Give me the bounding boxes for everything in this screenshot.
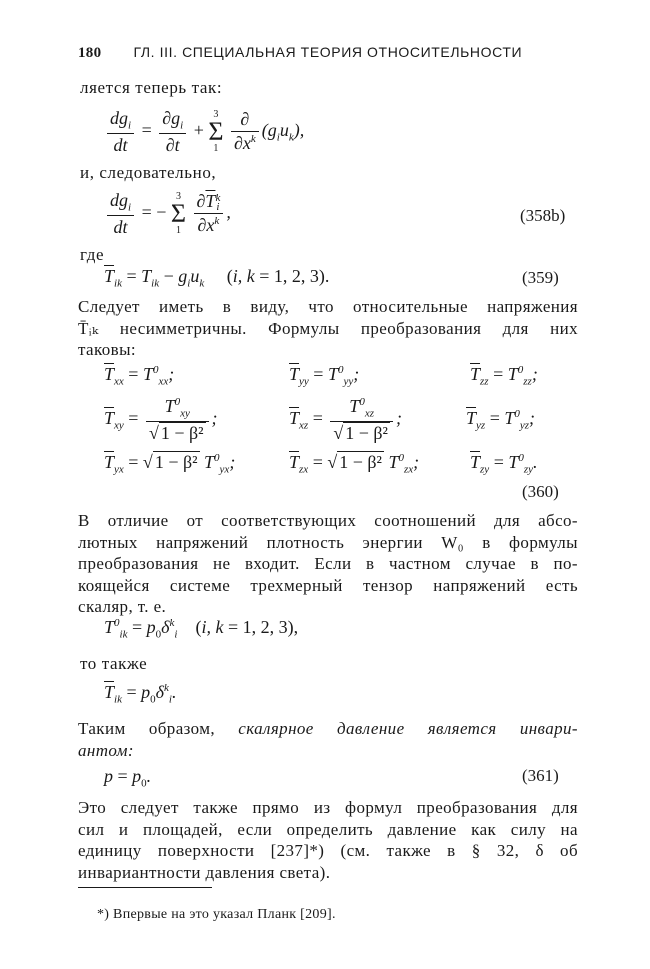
paragraph-where: где bbox=[80, 245, 105, 264]
paragraph-forces-areas bbox=[78, 797, 578, 883]
eq360-row3-col3: $\overline{T}_{zy} = T^0_{zy}$. bbox=[470, 452, 538, 476]
italic-phrase: антом: bbox=[78, 740, 134, 760]
text-line: Следует иметь в виду, что относительные напряжения bbox=[78, 297, 578, 316]
paragraph-invariant bbox=[78, 718, 578, 761]
text-line: инвариантности давления света). bbox=[78, 862, 331, 882]
eq360-row1-col2: $\overline{T}_{yy} = T^0_{yy}$; bbox=[289, 364, 360, 388]
text-line: коящейся системе трехмерный тензор напряжений есть bbox=[78, 575, 578, 595]
text-line: Это следует также прямо из формул преобразования для bbox=[78, 798, 578, 817]
equation-number-361: (361) bbox=[522, 766, 559, 785]
text-line: скаляр, т. е. bbox=[78, 597, 167, 617]
equation-number-359: (359) bbox=[522, 268, 559, 287]
eq360-row2-col3: $\overline{T}_{yz} = T^0_{yz}$; bbox=[466, 408, 536, 432]
paragraph-also: то также bbox=[80, 654, 148, 673]
equation-rest-tensor: $T^0_{ik} = p_0\delta^k_i$ (i, k = 1, 2, 3), bbox=[104, 617, 299, 641]
equation-number-360: (360) bbox=[522, 482, 559, 501]
paragraph-energy-density bbox=[78, 510, 578, 618]
paragraph-relative-stresses bbox=[78, 296, 578, 361]
equation-number-358b: (358b) bbox=[520, 206, 566, 225]
running-header bbox=[78, 44, 522, 62]
eq360-row2-col2: $\overline{T}_{xz}$ = $\frac{T^0_{xz}}{\text{√ 1 − β²}}$ ; bbox=[289, 396, 402, 443]
text-line: В отличие от соответствующих соотношений для абсо- bbox=[78, 511, 578, 530]
equation-359: $\overline{T}_{ik} = T_{ik} - g_iu_k$ (i, k = 1, 2, 3). bbox=[104, 266, 330, 290]
text-line: лютных напряжений плотность энергии W₀ в формулы bbox=[78, 532, 578, 552]
page-number: 180 bbox=[78, 45, 102, 61]
paragraph-intro: ляется теперь так: bbox=[80, 78, 223, 97]
text-line bbox=[78, 718, 578, 740]
equation-moving-tensor: $\overline{T}_{ik} = p_0\delta^k_i$. bbox=[104, 682, 177, 706]
text-line bbox=[78, 740, 578, 762]
eq360-row2-col1: $\overline{T}_{xy}$ = $\frac{T^0_{xy}}{\text{√ 1 − β²}}$ ; bbox=[104, 396, 218, 443]
equation-361: $p = p_0$. bbox=[104, 766, 152, 790]
eq360-row1-col1: $\overline{T}_{xx} = T^0_{xx}$; bbox=[104, 364, 175, 388]
text-line: преобразования не входит. Если в частном случае в по- bbox=[78, 554, 578, 574]
text-line: сил и площадей, если определить давление как силу на bbox=[78, 819, 578, 839]
text-run: Таким образом, bbox=[78, 719, 216, 738]
equation-358b: $\frac{dg_i}{dt}$ = − 3 Σ 1 $\partial\overline{T}k$ i $\partial x^k$ , bbox=[104, 190, 231, 238]
text-line: единицу поверхности [237]*) (см. также в § 32, δ об bbox=[78, 841, 578, 861]
footnote-separator bbox=[78, 887, 212, 888]
italic-phrase: скалярное давление является инвари- bbox=[238, 719, 578, 738]
eq360-row3-col2: $\overline{T}_{zx}$ = √ 1 − β² $T^0_{zx}$; bbox=[289, 452, 420, 476]
paragraph-consequently: и, следовательно, bbox=[80, 163, 217, 182]
eq360-row1-col3: $\overline{T}_{zz} = T^0_{zz}$; bbox=[470, 364, 538, 388]
running-title: ГЛ. III. СПЕЦИАЛЬНАЯ ТЕОРИЯ ОТНОСИТЕЛЬНОСТИ bbox=[133, 44, 523, 60]
eq360-row3-col1: $\overline{T}_{yx}$ = √ 1 − β² $T^0_{yx}$; bbox=[104, 452, 236, 476]
footnote: *) Впервые на это указал Планк [209]. bbox=[97, 907, 336, 922]
text-line: T̄ᵢₖ несимметричны. Формулы преобразования для них bbox=[78, 318, 578, 338]
equation-momentum: $\frac{dg_i}{dt}$ = $\frac{\partial g_i}{\partial t}$ + 3 Σ 1 $\frac{\partial}{\partial x^k}$ $(g_iu_k)$, bbox=[104, 108, 304, 156]
text-line: таковы: bbox=[78, 340, 137, 360]
